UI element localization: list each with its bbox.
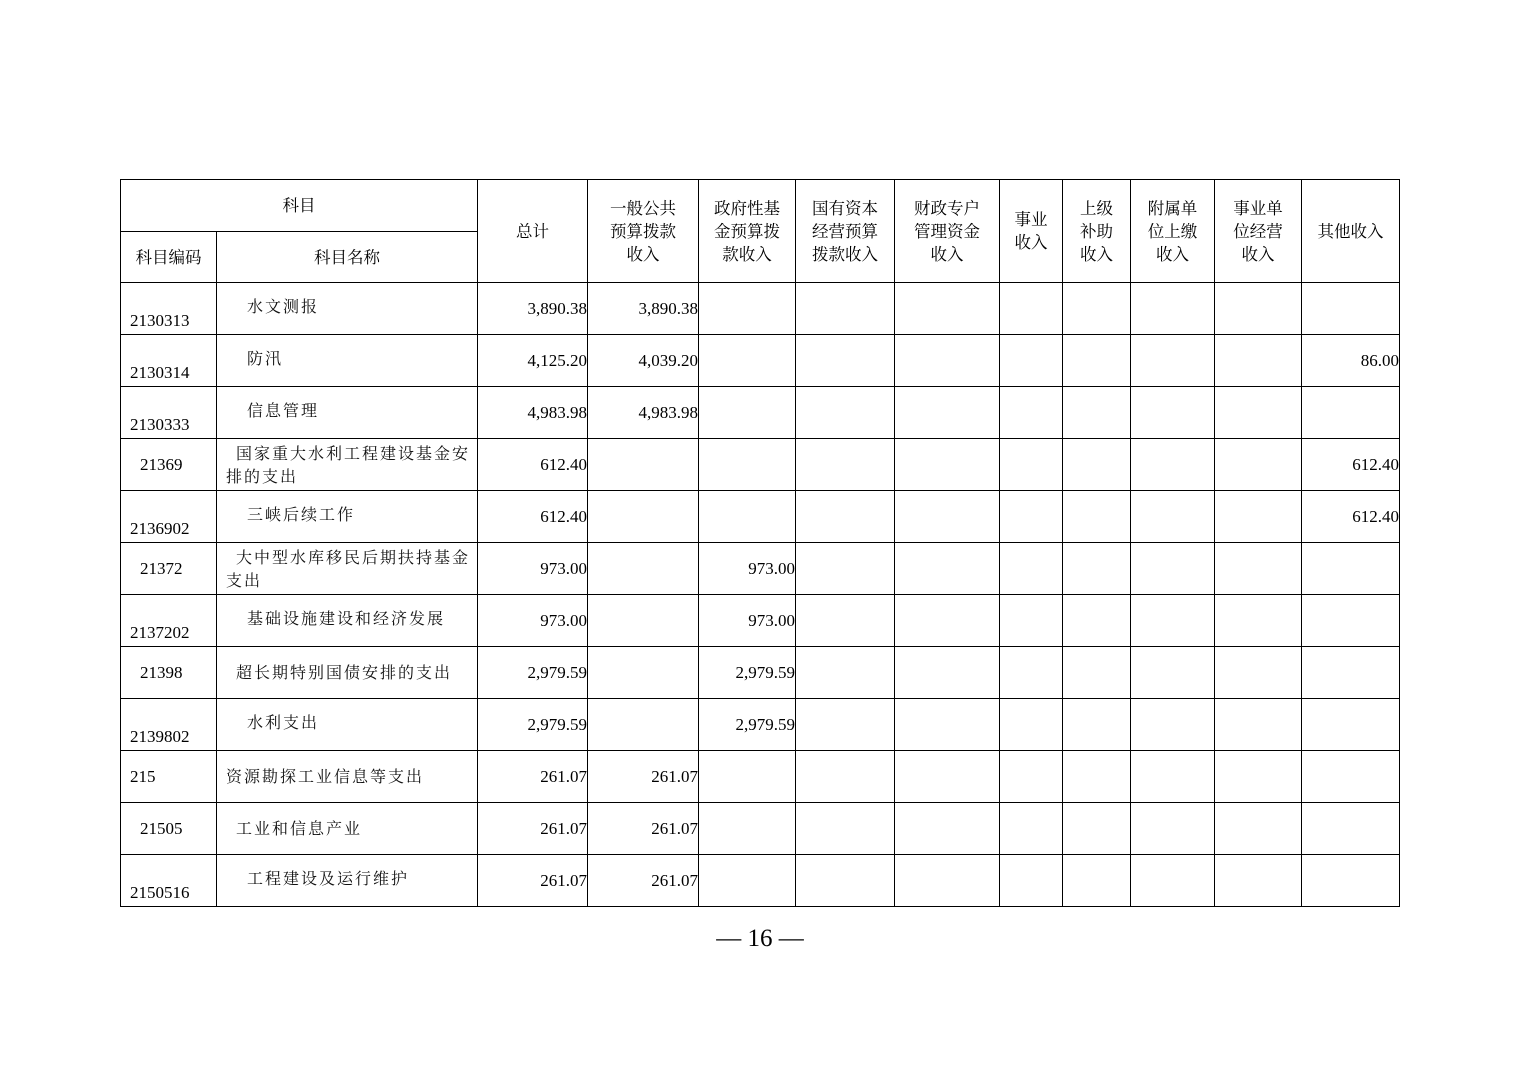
affiliate-payment-cell — [1131, 335, 1215, 387]
subject-name: 基础设施建设和经济发展 — [217, 595, 478, 647]
fiscal-special-cell — [895, 751, 1000, 803]
business-income-cell — [1000, 699, 1063, 751]
business-income-cell — [1000, 595, 1063, 647]
superior-subsidy-cell — [1063, 335, 1131, 387]
business-operation-cell — [1215, 491, 1302, 543]
state-capital-cell — [796, 647, 895, 699]
business-operation-cell — [1215, 387, 1302, 439]
gov-fund-cell — [699, 439, 796, 491]
fiscal-special-cell — [895, 543, 1000, 595]
subject-name: 水文测报 — [217, 283, 478, 335]
total-cell: 2,979.59 — [478, 647, 588, 699]
subject-code: 21372 — [121, 543, 217, 595]
business-income-cell — [1000, 283, 1063, 335]
table-row — [121, 751, 1400, 803]
fiscal-special-cell — [895, 699, 1000, 751]
affiliate-payment-cell — [1131, 439, 1215, 491]
general-public-cell: 3,890.38 — [588, 283, 699, 335]
header-superior-subsidy: 上级 补助 收入 — [1063, 180, 1131, 283]
affiliate-payment-cell — [1131, 647, 1215, 699]
subject-code: 2130314 — [121, 335, 217, 387]
fiscal-special-cell — [895, 335, 1000, 387]
general-public-cell: 261.07 — [588, 855, 699, 907]
total-cell: 261.07 — [478, 855, 588, 907]
other-income-cell — [1302, 387, 1400, 439]
table-row — [121, 543, 1400, 595]
superior-subsidy-cell — [1063, 647, 1131, 699]
total-cell: 4,983.98 — [478, 387, 588, 439]
table-row — [121, 335, 1400, 387]
total-cell: 261.07 — [478, 803, 588, 855]
business-operation-cell — [1215, 699, 1302, 751]
business-income-cell — [1000, 335, 1063, 387]
subject-name: 国家重大水利工程建设基金安排的支出 — [217, 439, 478, 491]
total-cell: 3,890.38 — [478, 283, 588, 335]
general-public-cell: 4,983.98 — [588, 387, 699, 439]
business-operation-cell — [1215, 439, 1302, 491]
subject-name: 资源勘探工业信息等支出 — [217, 751, 478, 803]
other-income-cell — [1302, 283, 1400, 335]
superior-subsidy-cell — [1063, 699, 1131, 751]
table-row — [121, 647, 1400, 699]
other-income-cell: 612.40 — [1302, 491, 1400, 543]
subject-code: 2136902 — [121, 491, 217, 543]
total-cell: 4,125.20 — [478, 335, 588, 387]
affiliate-payment-cell — [1131, 699, 1215, 751]
fiscal-special-cell — [895, 491, 1000, 543]
state-capital-cell — [796, 283, 895, 335]
state-capital-cell — [796, 855, 895, 907]
state-capital-cell — [796, 543, 895, 595]
gov-fund-cell — [699, 491, 796, 543]
superior-subsidy-cell — [1063, 595, 1131, 647]
fiscal-special-cell — [895, 595, 1000, 647]
state-capital-cell — [796, 335, 895, 387]
subject-code: 2139802 — [121, 699, 217, 751]
business-operation-cell — [1215, 855, 1302, 907]
header-total: 总计 — [478, 180, 588, 283]
subject-code: 215 — [121, 751, 217, 803]
subject-name: 工程建设及运行维护 — [217, 855, 478, 907]
gov-fund-cell — [699, 803, 796, 855]
general-public-cell: 261.07 — [588, 803, 699, 855]
subject-code: 2130333 — [121, 387, 217, 439]
general-public-cell — [588, 543, 699, 595]
general-public-cell — [588, 491, 699, 543]
superior-subsidy-cell — [1063, 387, 1131, 439]
header-other-income: 其他收入 — [1302, 180, 1400, 283]
business-income-cell — [1000, 387, 1063, 439]
general-public-cell — [588, 699, 699, 751]
state-capital-cell — [796, 595, 895, 647]
other-income-cell: 86.00 — [1302, 335, 1400, 387]
header-affiliate-payment: 附属单 位上缴 收入 — [1131, 180, 1215, 283]
other-income-cell — [1302, 803, 1400, 855]
gov-fund-cell: 973.00 — [699, 595, 796, 647]
table-row — [121, 699, 1400, 751]
total-cell: 2,979.59 — [478, 699, 588, 751]
superior-subsidy-cell — [1063, 439, 1131, 491]
subject-code: 21505 — [121, 803, 217, 855]
state-capital-cell — [796, 387, 895, 439]
business-income-cell — [1000, 439, 1063, 491]
subject-name: 大中型水库移民后期扶持基金支出 — [217, 543, 478, 595]
general-public-cell — [588, 647, 699, 699]
header-business-income: 事业 收入 — [1000, 180, 1063, 283]
state-capital-cell — [796, 439, 895, 491]
affiliate-payment-cell — [1131, 595, 1215, 647]
affiliate-payment-cell — [1131, 803, 1215, 855]
business-income-cell — [1000, 647, 1063, 699]
budget-income-table — [120, 179, 1400, 907]
subject-code: 21398 — [121, 647, 217, 699]
general-public-cell: 4,039.20 — [588, 335, 699, 387]
table-row — [121, 439, 1400, 491]
business-operation-cell — [1215, 647, 1302, 699]
business-operation-cell — [1215, 751, 1302, 803]
gov-fund-cell — [699, 335, 796, 387]
business-income-cell — [1000, 855, 1063, 907]
subject-code: 21369 — [121, 439, 217, 491]
header-state-capital-budget: 国有资本 经营预算 拨款收入 — [796, 180, 895, 283]
fiscal-special-cell — [895, 283, 1000, 335]
subject-code: 2130313 — [121, 283, 217, 335]
state-capital-cell — [796, 491, 895, 543]
superior-subsidy-cell — [1063, 491, 1131, 543]
fiscal-special-cell — [895, 803, 1000, 855]
business-operation-cell — [1215, 803, 1302, 855]
general-public-cell — [588, 439, 699, 491]
gov-fund-cell: 2,979.59 — [699, 647, 796, 699]
affiliate-payment-cell — [1131, 543, 1215, 595]
header-subject-code: 科目编码 — [121, 232, 217, 283]
table-row — [121, 387, 1400, 439]
subject-name: 超长期特别国债安排的支出 — [217, 647, 478, 699]
table-row — [121, 283, 1400, 335]
header-subject-name: 科目名称 — [217, 232, 478, 283]
general-public-cell: 261.07 — [588, 751, 699, 803]
affiliate-payment-cell — [1131, 387, 1215, 439]
other-income-cell: 612.40 — [1302, 439, 1400, 491]
business-operation-cell — [1215, 543, 1302, 595]
table-row — [121, 803, 1400, 855]
total-cell: 973.00 — [478, 595, 588, 647]
total-cell: 261.07 — [478, 751, 588, 803]
subject-name: 防汛 — [217, 335, 478, 387]
header-fiscal-special-account: 财政专户 管理资金 收入 — [895, 180, 1000, 283]
superior-subsidy-cell — [1063, 855, 1131, 907]
superior-subsidy-cell — [1063, 803, 1131, 855]
business-income-cell — [1000, 751, 1063, 803]
subject-code: 2137202 — [121, 595, 217, 647]
subject-code: 2150516 — [121, 855, 217, 907]
business-income-cell — [1000, 543, 1063, 595]
fiscal-special-cell — [895, 855, 1000, 907]
subject-name: 水利支出 — [217, 699, 478, 751]
superior-subsidy-cell — [1063, 543, 1131, 595]
superior-subsidy-cell — [1063, 751, 1131, 803]
other-income-cell — [1302, 751, 1400, 803]
header-gov-fund-budget: 政府性基 金预算拨 款收入 — [699, 180, 796, 283]
superior-subsidy-cell — [1063, 283, 1131, 335]
affiliate-payment-cell — [1131, 283, 1215, 335]
subject-name: 信息管理 — [217, 387, 478, 439]
subject-name: 三峡后续工作 — [217, 491, 478, 543]
total-cell: 612.40 — [478, 491, 588, 543]
business-operation-cell — [1215, 335, 1302, 387]
business-income-cell — [1000, 803, 1063, 855]
table-row — [121, 491, 1400, 543]
table-row — [121, 595, 1400, 647]
subject-name: 工业和信息产业 — [217, 803, 478, 855]
affiliate-payment-cell — [1131, 751, 1215, 803]
affiliate-payment-cell — [1131, 491, 1215, 543]
affiliate-payment-cell — [1131, 855, 1215, 907]
header-business-operation: 事业单 位经营 收入 — [1215, 180, 1302, 283]
other-income-cell — [1302, 647, 1400, 699]
fiscal-special-cell — [895, 387, 1000, 439]
gov-fund-cell — [699, 283, 796, 335]
table-row — [121, 855, 1400, 907]
state-capital-cell — [796, 699, 895, 751]
page-number: — 16 — — [716, 925, 804, 952]
fiscal-special-cell — [895, 647, 1000, 699]
gov-fund-cell — [699, 855, 796, 907]
business-income-cell — [1000, 491, 1063, 543]
other-income-cell — [1302, 543, 1400, 595]
gov-fund-cell: 2,979.59 — [699, 699, 796, 751]
total-cell: 612.40 — [478, 439, 588, 491]
state-capital-cell — [796, 751, 895, 803]
gov-fund-cell — [699, 751, 796, 803]
other-income-cell — [1302, 855, 1400, 907]
state-capital-cell — [796, 803, 895, 855]
fiscal-special-cell — [895, 439, 1000, 491]
other-income-cell — [1302, 699, 1400, 751]
total-cell: 973.00 — [478, 543, 588, 595]
gov-fund-cell — [699, 387, 796, 439]
business-operation-cell — [1215, 595, 1302, 647]
header-subject-group: 科目 — [121, 180, 478, 232]
general-public-cell — [588, 595, 699, 647]
other-income-cell — [1302, 595, 1400, 647]
gov-fund-cell: 973.00 — [699, 543, 796, 595]
header-general-public-budget: 一般公共 预算拨款 收入 — [588, 180, 699, 283]
business-operation-cell — [1215, 283, 1302, 335]
